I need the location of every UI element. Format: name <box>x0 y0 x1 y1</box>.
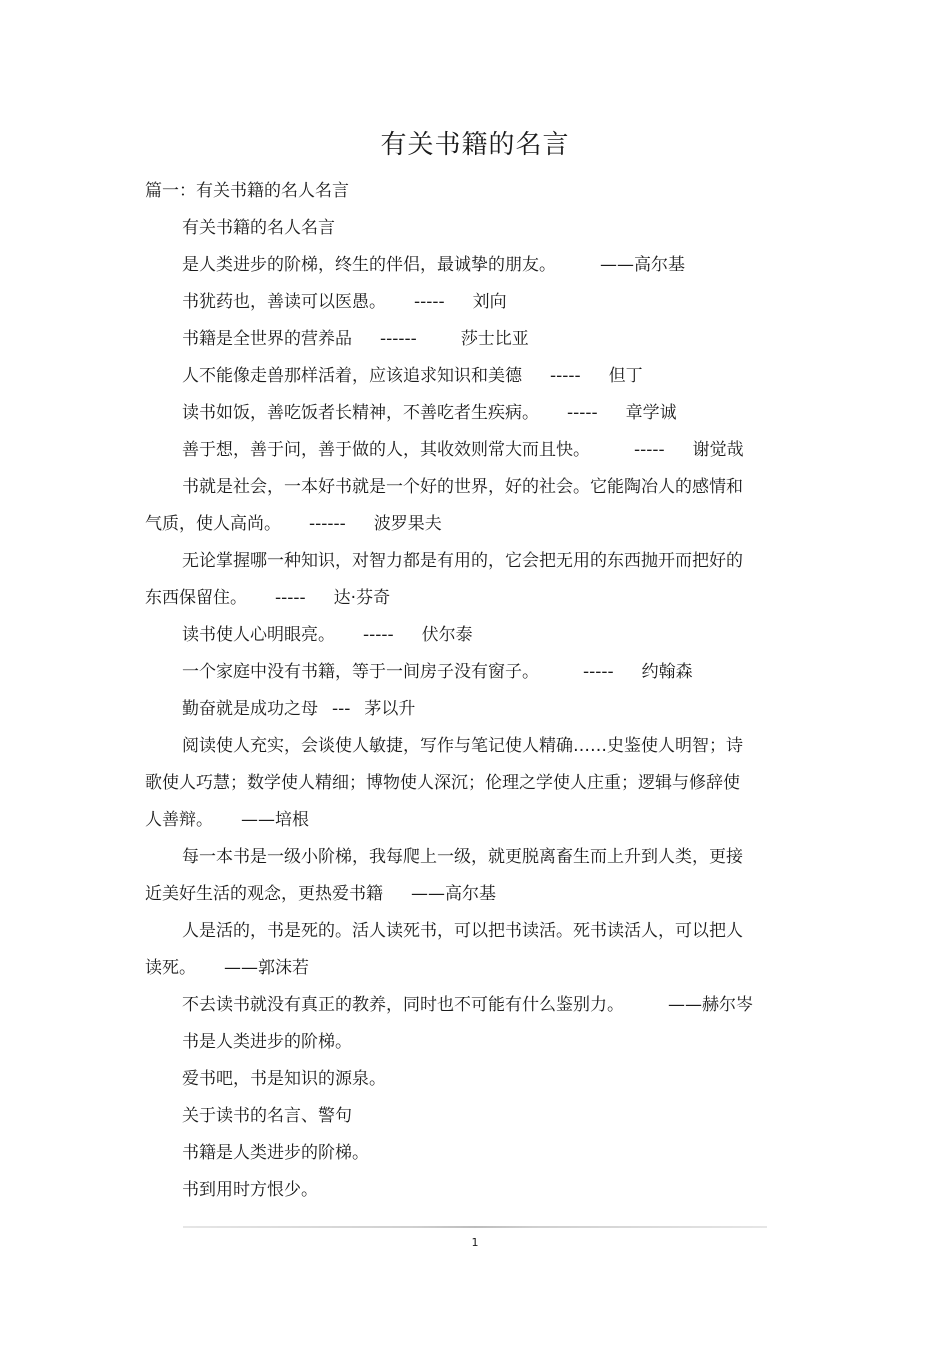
quote-text: 人是活的，书是死的。活人读死书，可以把书读活。死书读活人，可以把人 <box>182 921 743 941</box>
quote-author: 高尔基 <box>445 884 496 904</box>
quote-text: 书籍是全世界的营养品 <box>182 329 352 349</box>
quote-text: 气质，使人高尚。 <box>145 514 281 534</box>
quote-text: 歌使人巧慧；数学使人精细；博物使人深沉；伦理之学使人庄重；逻辑与修辞使 <box>145 773 740 793</box>
quote-line <box>145 1027 810 1064</box>
quote-dash: —— <box>241 810 275 830</box>
quote-text: 是人类进步的阶梯，终生的伴侣，最诚挚的朋友。 <box>182 255 556 275</box>
quote-text: 人善辩。 <box>145 810 213 830</box>
quote-author: 赫尔岑 <box>702 995 753 1015</box>
footer-divider <box>183 1226 767 1228</box>
quote-text: 书是人类进步的阶梯。 <box>182 1032 352 1052</box>
quote-author: 莎士比亚 <box>460 329 529 349</box>
quote-author: 谢觉哉 <box>692 440 744 460</box>
quote-text: 一个家庭中没有书籍，等于一间房子没有窗子。 <box>182 662 539 682</box>
quote-text: 人不能像走兽那样活着，应该追求知识和美德 <box>182 366 522 386</box>
quote-dash: ----- <box>275 588 306 608</box>
quote-text: 不去读书就没有真正的教养，同时也不可能有什么鉴别力。 <box>182 995 624 1015</box>
quote-dash: ------ <box>309 514 346 534</box>
quote-dash: —— <box>224 958 258 978</box>
quote-text: 读书使人心明眼亮。 <box>182 625 335 645</box>
quote-text: 书犹药也，善读可以医愚。 <box>182 292 386 312</box>
quote-line <box>145 842 810 879</box>
quote-text: 读书如饭，善吃饭者长精神，不善吃者生疾病。 <box>182 403 539 423</box>
quote-author: 章学诚 <box>625 403 677 423</box>
quote-text: 书籍是人类进步的阶梯。 <box>182 1143 369 1163</box>
quote-line <box>145 805 810 842</box>
quote-line <box>145 657 810 694</box>
quote-text: 关于读书的名言、警句 <box>182 1106 352 1126</box>
quote-dash: ----- <box>634 440 665 460</box>
quote-text: 勤奋就是成功之母 <box>182 699 318 719</box>
quote-dash: ----- <box>550 366 581 386</box>
quote-line <box>145 1101 810 1138</box>
subheading: 有关书籍的名人名言 <box>182 218 335 238</box>
quote-line <box>145 287 810 324</box>
quote-line <box>145 1175 810 1212</box>
quote-text: 书就是社会，一本好书就是一个好的世界，好的社会。它能陶冶人的感情和 <box>182 477 743 497</box>
document-body <box>145 176 810 1212</box>
quote-author: 但丁 <box>608 366 643 386</box>
quote-line <box>145 1064 810 1101</box>
quote-line <box>145 509 810 546</box>
quote-line <box>145 361 810 398</box>
quote-author: 培根 <box>275 810 309 830</box>
quote-line <box>145 250 810 287</box>
quote-line <box>145 953 810 990</box>
quote-dash: —— <box>411 884 445 904</box>
quote-text: 爱书吧，书是知识的源泉。 <box>182 1069 386 1089</box>
quote-line <box>145 1138 810 1175</box>
quote-line <box>145 694 810 731</box>
quote-line <box>145 768 810 805</box>
quote-dash: ------ <box>380 329 417 349</box>
quote-line <box>145 324 810 361</box>
quote-text: 善于想，善于问，善于做的人，其收效则常大而且快。 <box>182 440 590 460</box>
quote-line <box>145 620 810 657</box>
quote-line <box>145 879 810 916</box>
quote-text: 阅读使人充实，会谈使人敏捷，写作与笔记使人精确……史鉴使人明智；诗 <box>182 736 743 756</box>
quote-dash: —— <box>668 995 702 1015</box>
quote-text: 近美好生活的观念，更热爱书籍 <box>145 884 383 904</box>
quote-text: 读死。 <box>145 958 196 978</box>
quote-dash: --- <box>332 699 351 719</box>
quote-dash: ----- <box>363 625 394 645</box>
quote-dash: ----- <box>583 662 614 682</box>
quote-text: 无论掌握哪一种知识，对智力都是有用的，它会把无用的东西抛开而把好的 <box>182 551 743 571</box>
page-number: 1 <box>471 1236 479 1249</box>
quote-author: 高尔基 <box>634 255 685 275</box>
quote-text: 书到用时方恨少。 <box>182 1180 318 1200</box>
quote-line <box>145 398 810 435</box>
quote-text: 每一本书是一级小阶梯，我每爬上一级，就更脱离畜生而上升到人类，更接 <box>182 847 743 867</box>
quote-author: 郭沫若 <box>258 958 309 978</box>
quote-author: 达·芬奇 <box>333 588 391 608</box>
quote-text: 东西保留住。 <box>145 588 247 608</box>
quote-author: 伏尔泰 <box>421 625 473 645</box>
section-heading: 篇一：有关书籍的名人名言 <box>145 181 349 201</box>
quote-line <box>145 731 810 768</box>
quote-line <box>145 435 810 472</box>
quote-line <box>145 546 810 583</box>
quote-dash: ----- <box>414 292 445 312</box>
quote-line <box>145 916 810 953</box>
quote-author: 约翰森 <box>641 662 693 682</box>
quote-line <box>145 990 810 1027</box>
quote-author: 刘向 <box>472 292 507 312</box>
quote-author: 茅以升 <box>364 699 416 719</box>
document-title: 有关书籍的名言 <box>380 130 570 160</box>
quote-line <box>145 472 810 509</box>
quote-dash: ----- <box>567 403 598 423</box>
quote-line <box>145 583 810 620</box>
quote-dash: —— <box>600 255 634 275</box>
quote-author: 波罗果夫 <box>373 514 442 534</box>
